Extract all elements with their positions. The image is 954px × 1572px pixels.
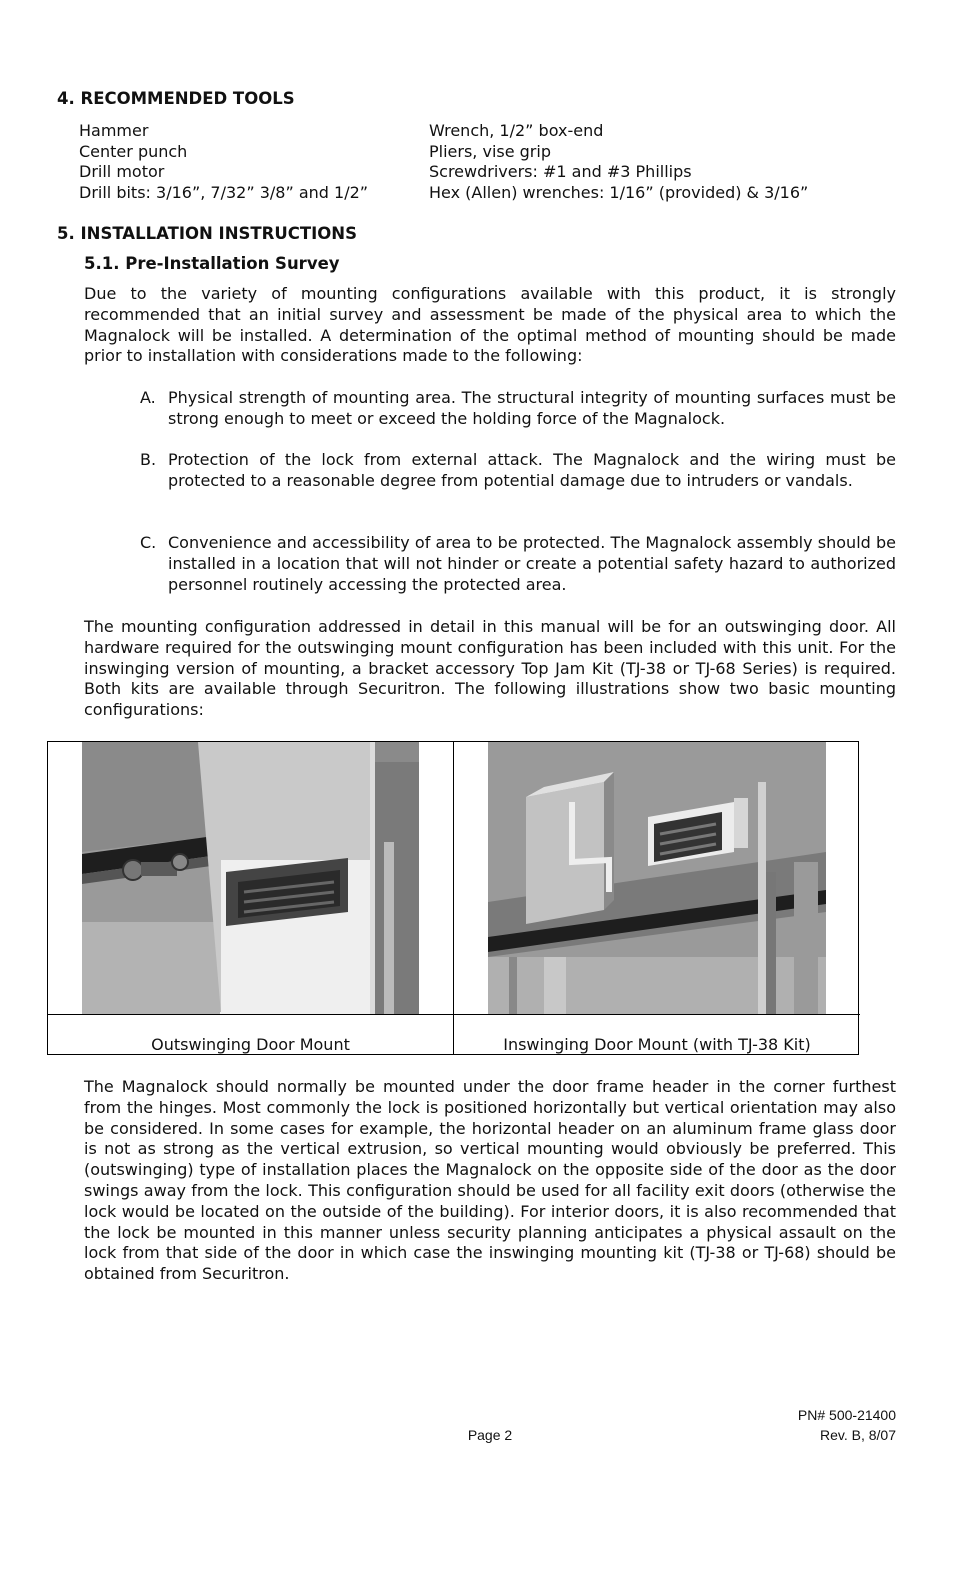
mounting-figure: [47, 741, 859, 1055]
tool-item: Center punch: [79, 141, 188, 161]
tool-item: Wrench, 1/2” box-end: [429, 121, 604, 140]
section-5-heading: 5. INSTALLATION INSTRUCTIONS: [57, 224, 357, 243]
caption-inswinging: Inswinging Door Mount (with TJ-38 Kit): [454, 1014, 860, 1055]
list-item-letter: B.: [140, 450, 157, 469]
mounting-paragraph: The Magnalock should normally be mounted under the door frame header in the corner furthest from the hinges. Most commonly the lock is positioned horizontally but vertical orientation may also be considered. In some cases for example, the horizontal header on an aluminum frame glass door is not as strong as the vertical extrusion, so vertical mounting would obviously be preferred. This (outswinging) type of installation places the Magnalock on the opposite side of the door as the door swings away from the lock. This configuration should be used for all facility exit doors (otherwise the lock would be located on the outside of the building). For interior doors, it is also recommended that the lock be mounted in this manner unless security planning anticipates a physical assault on the lock from that side of the door in which case the inswinging mounting kit (TJ-38 or TJ-68) should be obtained from Securitron.: [84, 1077, 896, 1284]
section-4-heading: 4. RECOMMENDED TOOLS: [57, 89, 295, 108]
outswinging-illustration: [48, 742, 453, 1014]
configuration-paragraph: The mounting configuration addressed in detail in this manual will be for an outswinging door. All hardware required for the outswinging mount configuration has been included with this unit. For the inswinging version of mounting, a bracket accessory Top Jam Kit (TJ-38 or TJ-68 Series) is required. Both kits are available through Securitron. The following illustrations show two basic mounting configurations:: [84, 617, 896, 720]
tools-list: [79, 121, 879, 204]
tools-row: [79, 162, 879, 183]
part-number: PN# 500-21400: [797, 1407, 896, 1423]
tools-row: [79, 142, 879, 163]
intro-paragraph: Due to the variety of mounting configurations available with this product, it is strongly recommended that an initial survey and assessment be made of the physical area to which the Magnalock will be installed. A determination of the optimal method of mounting should be made prior to installation with considerations made to the following:: [84, 284, 896, 366]
list-item-letter: C.: [140, 533, 157, 552]
list-item-text: Convenience and accessibility of area to be protected. The Magnalock assembly should be installed in a location that will not hinder or create a potential safety hazard to authorized personnel routinely accessing the protected area.: [168, 533, 896, 594]
list-item: [140, 388, 896, 430]
list-item: [140, 450, 896, 492]
tool-item: Drill bits: 3/16”, 7/32” 3/8” and 1/2”: [79, 183, 369, 203]
caption-outswinging: Outswinging Door Mount: [48, 1014, 453, 1055]
tool-item: Hex (Allen) wrenches: 1/16” (provided) & 3/16”: [429, 183, 809, 203]
tools-row: [79, 183, 879, 204]
tools-row: [79, 121, 879, 142]
list-item-letter: A.: [140, 388, 156, 407]
page-number: Page 2: [467, 1427, 513, 1443]
tool-item: Hammer: [79, 121, 149, 140]
list-item: [140, 533, 896, 595]
list-item-text: Protection of the lock from external attack. The Magnalock and the wiring must be protected to a reasonable degree from potential damage due to intruders or vandals.: [168, 450, 896, 490]
revision: Rev. B, 8/07: [819, 1427, 896, 1443]
tool-item: Pliers, vise grip: [429, 141, 551, 161]
list-item-text: Physical strength of mounting area. The structural integrity of mounting surfaces must be strong enough to meet or exceed the holding force of the Magnalock.: [168, 388, 896, 428]
tool-item: Screwdrivers: #1 and #3 Phillips: [429, 162, 692, 182]
tool-item: Drill motor: [79, 162, 165, 182]
inswinging-illustration: [454, 742, 860, 1014]
subsection-5-1-heading: 5.1. Pre-Installation Survey: [84, 254, 340, 273]
